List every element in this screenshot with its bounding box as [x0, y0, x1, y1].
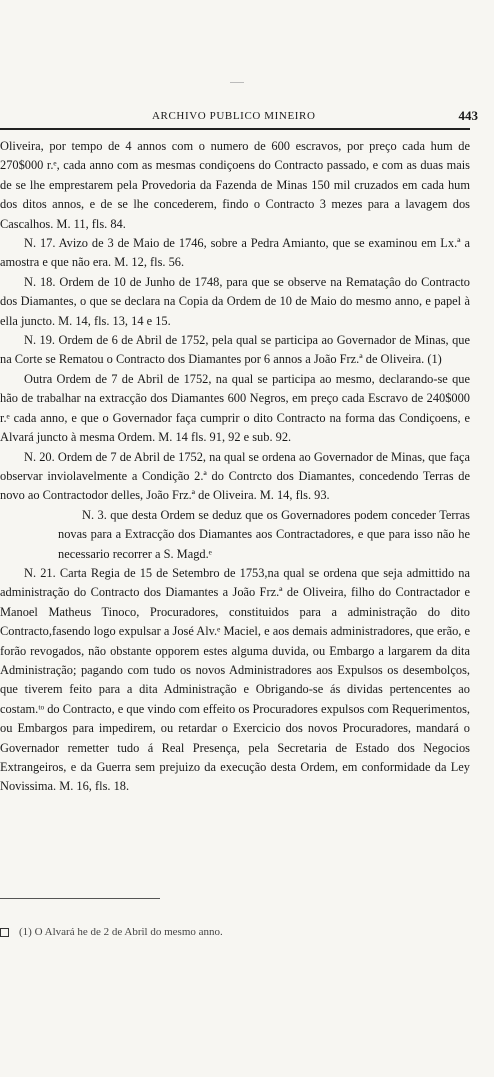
top-mark: [230, 82, 244, 83]
checkbox-mark-icon: [0, 928, 9, 937]
footnote: [0, 926, 470, 938]
body-text: [0, 137, 470, 797]
page-header: [0, 106, 494, 128]
footnote-text: (1) O Alvará he de 2 de Abril do mesmo anno.: [19, 926, 223, 938]
paragraph-n17: N. 17. Avizo de 3 de Maio de 1746, sobre a Pedra Amianto, que se examinou em Lx.ª a amostra e que não era. M. 12, fls. 56.: [0, 236, 470, 270]
paragraph-continuation: Oliveira, por tempo de 4 annos com o numero de 600 escravos, por preço cada hum de 270$000 r.ᵉ, cada anno com as mesmas condiçoens do Contracto passado, e com as duas mais de se lhe emprestarem pela Provedoria da Fazenda de Minas 150 mil cruzados em cada hum dos ditos annos, e de se lhe concederem, findo o Contracto 3 mezes para a lavagem dos Cascalhos. M. 11, fls. 84.: [0, 139, 470, 231]
paragraph-n20: N. 20. Ordem de 7 de Abril de 1752, na qual se ordena ao Governador de Minas, que faça observar inviolavelmente a Condição 2.ª do Contrcto dos Diamantes, concedendo Terras de novo ao Contractodor delles, João Frz.ª de Oliveira. M. 14, fls. 93.: [0, 449, 470, 503]
page-number: 443: [458, 108, 478, 123]
paragraph-n21: N. 21. Carta Regia de 15 de Setembro de 1753,na qual se ordena que seja admittido na administração do Contracto dos Diamantes a João Frz.ª de Oliveira, filho do Contractador e Manoel Matheus Tinoco, Procuradores, constituidos para a administração do dito Contracto,fasendo logo expulsar a José Alv.ᵉ Maciel, e aos demais administradores, que erão, e forão revogados, não obstante opporem estes alguma duvida, ou Embargo a largarem da dita Administração; pagando com tudo os novos Administradores aos Expulsos os desembolços, que tiverem feito para a dita Administração e Obrigando-se ás dividas pertencentes ao costam.ᵗᵒ do Contracto, e que vindo com effeito os Procuradores expulsos com Requerimentos, ou Embargos para impedirem, ou retardar o Exercicio dos novos Procuradores, mandará o Governador remetter tudo á Real Presença, pela Secretaria de Estado dos Negocios Extrangeiros, e da Guerra sem prejuizo da execução desta Ordem, em conformidade da Ley Novissima. M. 16, fls. 18.: [0, 565, 470, 794]
paragraph-outra-ordem: Outra Ordem de 7 de Abril de 1752, na qual se participa ao mesmo, declarando-se que hão de trabalhar na extracção dos Diamantes 600 Negros, em preço cada Escravo de 240$000 r.ᵉ cada anno, e que o Governador faça cumprir o dito Contracto na forma das Condiçoens, e Alvará juncto à mesma Ordem. M. 14 fls. 91, 92 e sub. 92.: [0, 371, 470, 445]
paragraph-n19: N. 19. Ordem de 6 de Abril de 1752, pela qual se participa ao Governador de Minas, que na Corte se Rematou o Contracto dos Diamantes por 6 annos a João Frz.ª de Oliveira. (1): [0, 333, 470, 367]
running-title: ARCHIVO PUBLICO MINEIRO: [152, 110, 316, 122]
footnote-rule: [0, 898, 160, 899]
header-rule: [0, 128, 470, 130]
paragraph-note-n3: N. 3. que desta Ordem se deduz que os Governadores podem conceder Terras novas para a Extracção dos Diamantes aos Contractadores, e que para isso não he necessario recorrer a S. Magd.ᵉ: [58, 507, 470, 561]
paragraph-n18: N. 18. Ordem de 10 de Junho de 1748, para que se observe na Remataçâo do Contracto dos Diamantes, o que se declara na Copia da Ordem de 10 de Maio do mesmo anno, e papel à ella juncto. M. 14, fls. 13, 14 e 15.: [0, 274, 470, 328]
